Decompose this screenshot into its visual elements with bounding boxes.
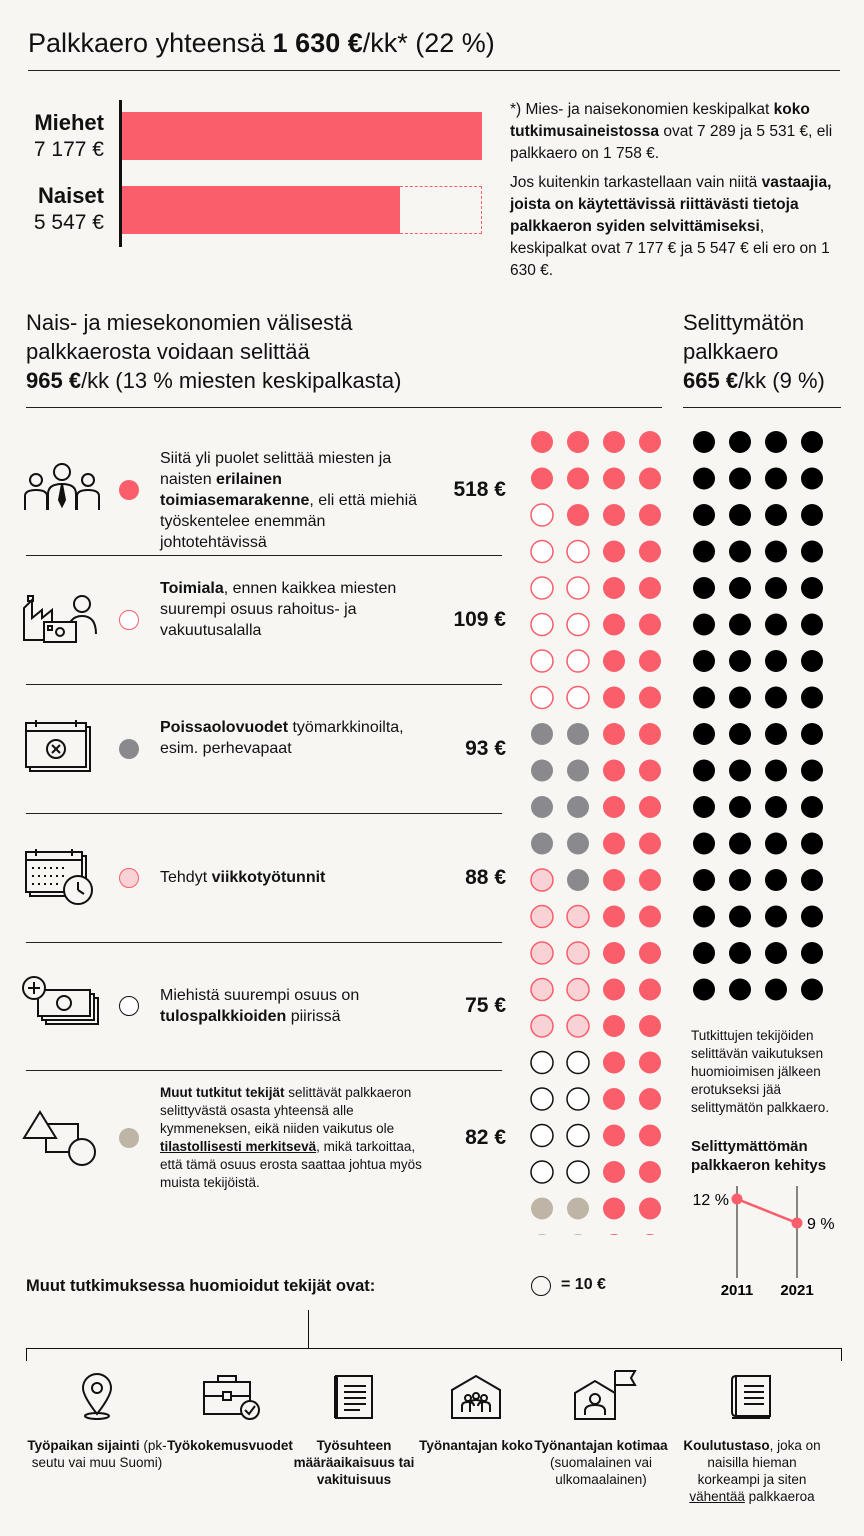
dot-pink — [567, 942, 589, 964]
dot-black — [693, 577, 715, 599]
dot-black — [729, 650, 751, 672]
trend-point — [732, 1194, 743, 1205]
dot-filled-red — [639, 906, 661, 928]
dot-filled-red — [639, 504, 661, 526]
dot-black — [729, 833, 751, 855]
dot-black — [729, 541, 751, 563]
row-value: 518 € — [453, 478, 506, 501]
trend-year-label: 2011 — [720, 1282, 754, 1299]
row-value: 88 € — [465, 865, 506, 889]
dot-filled-red — [639, 979, 661, 1001]
unexplained-heading: Selittymätön palkkaero 665 €/kk (9 %) — [683, 310, 825, 393]
factor-label: Työnantajan koko — [419, 1438, 533, 1453]
women-bar — [122, 186, 400, 234]
dot-black — [729, 869, 751, 891]
dot-filled-red — [639, 1234, 661, 1235]
dot-filled-red — [639, 869, 661, 891]
dot-black — [765, 577, 787, 599]
dot-black — [801, 468, 823, 490]
dot-outline-red — [531, 614, 553, 636]
dot-filled-red — [639, 1052, 661, 1074]
dot-outline-red — [531, 541, 553, 563]
dot-filled-red — [531, 468, 553, 490]
category-legend-dot — [119, 610, 139, 630]
dot-black — [801, 760, 823, 782]
dot-black — [693, 760, 715, 782]
dot-filled-red — [603, 687, 625, 709]
factor-label: Koulutustaso, joka on naisilla hieman korkeampi ja siten vähentää palkkaeroa — [683, 1438, 821, 1504]
dot-filled-red — [603, 833, 625, 855]
dot-gray — [567, 796, 589, 818]
factor-label: Työnantajan kotimaa (suomalainen vai ulkomaalainen) — [534, 1438, 668, 1487]
trend-point — [792, 1218, 803, 1229]
trend-title: Selittymättömän palkkaeron kehitys — [691, 1138, 827, 1174]
dot-black — [801, 723, 823, 745]
explained-divider — [26, 407, 662, 408]
dot-black — [801, 906, 823, 928]
dot-outline-black — [567, 1161, 589, 1183]
row-value: 109 € — [453, 607, 506, 631]
dot-black — [693, 833, 715, 855]
dot-outline-red — [531, 577, 553, 599]
dot-outline-red — [531, 650, 553, 672]
women-label: Naiset — [37, 183, 104, 208]
dot-black — [729, 577, 751, 599]
money-icon — [22, 976, 102, 1041]
unexplained-dot-grid — [680, 425, 840, 1005]
dot-outline-black — [567, 1088, 589, 1110]
bracket-stem — [308, 1310, 309, 1348]
row-divider — [26, 1070, 502, 1071]
dot-gray — [531, 833, 553, 855]
dot-black — [693, 687, 715, 709]
dot-black — [801, 833, 823, 855]
dot-black — [693, 614, 715, 636]
dot-filled-red — [603, 1125, 625, 1147]
trend-label-end: 9 % — [807, 1216, 835, 1233]
dot-filled-red — [639, 1088, 661, 1110]
dot-filled-red — [603, 1088, 625, 1110]
dot-outline-black — [531, 1161, 553, 1183]
dot-black — [765, 541, 787, 563]
dot-black — [729, 468, 751, 490]
title-divider — [28, 70, 840, 71]
dot-black — [693, 796, 715, 818]
location-pin-icon — [67, 1372, 127, 1427]
dot-filled-red — [639, 614, 661, 636]
dot-black — [765, 723, 787, 745]
dot-black — [765, 431, 787, 453]
dot-gray — [567, 760, 589, 782]
dot-filled-red — [603, 723, 625, 745]
factor-label: Työkokemusvuodet — [167, 1438, 293, 1453]
dot-filled-red — [567, 431, 589, 453]
dot-black — [729, 614, 751, 636]
row-description: Siitä yli puolet selittää miesten ja naisten erilainen toimiasemarakenne, eli että miehiä työskentelee enemmän johtotehtävissä — [160, 450, 418, 551]
page-title: Palkkaero yhteensä 1 630 €/kk* (22 %) — [28, 28, 495, 58]
briefcase-icon — [200, 1372, 260, 1427]
dot-black — [693, 431, 715, 453]
dot-black — [801, 431, 823, 453]
dot-filled-red — [603, 541, 625, 563]
dot-black — [693, 979, 715, 1001]
unexplained-divider — [683, 407, 841, 408]
calendar-x-icon — [22, 719, 102, 784]
dot-black — [693, 504, 715, 526]
dot-black — [801, 650, 823, 672]
workplace-icon — [446, 1372, 506, 1427]
dot-taupe — [567, 1234, 589, 1235]
row-description: Tehdyt viikkotyötunnit — [160, 869, 326, 886]
dot-pink — [567, 906, 589, 928]
dot-black — [801, 942, 823, 964]
dot-taupe — [531, 1234, 553, 1235]
factor-label: Työpaikan sijainti (pk-seutu vai muu Suomi) — [27, 1438, 167, 1470]
dot-gray — [531, 760, 553, 782]
document-icon — [324, 1372, 384, 1427]
note-2: Jos kuitenkin tarkastellaan vain niitä vastaajia, joista on käytettävissä riittävästi tietoja palkkaeron syiden selvittämiseksi, keskipalkat ovat 7 177 € ja 5 547 € eli ero on 1 630 €. — [510, 174, 832, 279]
dot-black — [801, 541, 823, 563]
dot-black — [801, 687, 823, 709]
category-legend-dot — [119, 480, 139, 500]
category-legend-dot — [119, 868, 139, 888]
dot-black — [765, 650, 787, 672]
dot-black — [729, 979, 751, 1001]
row-value: 75 € — [465, 994, 506, 1017]
legend-label: = 10 € — [561, 1276, 606, 1293]
dot-outline-red — [567, 577, 589, 599]
dot-filled-red — [603, 614, 625, 636]
men-label: Miehet — [34, 110, 104, 135]
dot-outline-black — [531, 1088, 553, 1110]
note-1: *) Mies- ja naisekonomien keskipalkat koko tutkimusaineistossa ovat 7 289 ja 5 531 €, eli palkkaero on 1 758 €. — [510, 101, 833, 162]
explained-heading: Nais- ja miesekonomien välisestä palkkaerosta voidaan selittää 965 €/kk (13 % miesten keskipalkasta) — [26, 310, 402, 393]
dot-black — [693, 906, 715, 928]
dot-outline-black — [567, 1052, 589, 1074]
dot-filled-red — [639, 541, 661, 563]
dot-filled-red — [603, 1015, 625, 1037]
side-note: Tutkittujen tekijöiden selittävän vaikutuksen huomioimisen jälkeen erotukseksi jää selittymätön palkkaero. — [691, 1028, 830, 1115]
dot-pink — [531, 979, 553, 1001]
dot-filled-red — [639, 468, 661, 490]
dot-filled-red — [603, 869, 625, 891]
dot-filled-red — [603, 979, 625, 1001]
dot-filled-red — [603, 504, 625, 526]
dot-black — [693, 723, 715, 745]
dot-black — [801, 614, 823, 636]
book-icon — [722, 1372, 782, 1427]
dot-outline-red — [567, 614, 589, 636]
dot-filled-red — [639, 1161, 661, 1183]
dot-black — [765, 468, 787, 490]
dot-black — [765, 942, 787, 964]
dot-filled-red — [639, 650, 661, 672]
other-factors-heading: Muut tutkimuksessa huomioidut tekijät ovat: — [26, 1277, 376, 1295]
dot-filled-red — [603, 431, 625, 453]
category-legend-dot — [119, 996, 139, 1016]
dot-gray — [531, 723, 553, 745]
dot-filled-red — [567, 504, 589, 526]
dot-pink — [567, 979, 589, 1001]
dot-filled-red — [639, 796, 661, 818]
dot-filled-red — [639, 833, 661, 855]
trend-line-chart — [680, 1180, 850, 1305]
dot-black — [729, 431, 751, 453]
dot-filled-red — [639, 431, 661, 453]
dot-black — [765, 760, 787, 782]
dot-black — [765, 906, 787, 928]
dot-black — [693, 468, 715, 490]
dot-black — [765, 833, 787, 855]
row-description: Muut tutkitut tekijät selittävät palkkaeron selittyvästä osasta yhteensä alle kymmeneksen, eikä niiden vaikutus ole tilastollisesti merkitsevä, mikä tarkoittaa, että tämä osuus erosta saattaa johtua myös muista tekijöistä. — [160, 1085, 422, 1190]
dot-outline-black — [531, 1125, 553, 1147]
dot-outline-red — [531, 504, 553, 526]
dot-gray — [567, 869, 589, 891]
dot-taupe — [531, 1198, 553, 1220]
dot-black — [729, 760, 751, 782]
dot-taupe — [567, 1198, 589, 1220]
category-legend-dot — [119, 739, 139, 759]
dot-filled-red — [639, 723, 661, 745]
row-value: 82 € — [465, 1126, 506, 1149]
row-description: Poissaolovuodet työmarkkinoilta, esim. perhevapaat — [160, 719, 404, 757]
dot-gray — [531, 796, 553, 818]
dot-outline-black — [567, 1125, 589, 1147]
dot-filled-red — [603, 906, 625, 928]
dot-pink — [531, 942, 553, 964]
row-value: 93 € — [465, 736, 506, 760]
calendar-clock-icon — [22, 848, 102, 913]
dot-filled-red — [531, 431, 553, 453]
gap-outline — [400, 186, 482, 234]
dot-filled-red — [603, 942, 625, 964]
dot-black — [729, 687, 751, 709]
dot-filled-red — [603, 650, 625, 672]
dot-black — [729, 906, 751, 928]
dot-filled-red — [639, 1198, 661, 1220]
explained-dot-grid — [520, 425, 670, 1235]
women-value: 5 547 € — [33, 211, 104, 234]
dot-black — [693, 869, 715, 891]
dot-filled-red — [603, 1234, 625, 1235]
dot-black — [693, 541, 715, 563]
row-divider — [26, 555, 502, 556]
bracket — [26, 1348, 842, 1361]
dot-filled-red — [639, 1125, 661, 1147]
dot-filled-red — [603, 468, 625, 490]
men-value: 7 177 € — [33, 138, 104, 161]
row-divider — [26, 684, 502, 685]
dot-black — [729, 723, 751, 745]
dot-outline-red — [567, 687, 589, 709]
dot-black — [765, 796, 787, 818]
dot-black — [765, 979, 787, 1001]
dot-pink — [531, 906, 553, 928]
dot-filled-red — [603, 796, 625, 818]
dot-filled-red — [567, 468, 589, 490]
dot-filled-red — [639, 687, 661, 709]
dot-filled-red — [603, 1161, 625, 1183]
dot-black — [765, 614, 787, 636]
trend-year-label: 2021 — [780, 1282, 814, 1299]
dot-black — [801, 869, 823, 891]
dot-black — [729, 796, 751, 818]
dot-filled-red — [603, 760, 625, 782]
dot-pink — [567, 1015, 589, 1037]
dot-outline-black — [531, 1052, 553, 1074]
dot-black — [801, 504, 823, 526]
dot-outline-red — [567, 541, 589, 563]
row-description: Toimiala, ennen kaikkea miesten suurempi osuus rahoitus- ja vakuutusalalla — [160, 579, 397, 639]
factor-label: Työsuhteen määräaikaisuus tai vakituisuus — [293, 1438, 415, 1487]
dot-pink — [531, 869, 553, 891]
dot-black — [765, 504, 787, 526]
dot-black — [693, 942, 715, 964]
dot-filled-red — [603, 577, 625, 599]
category-legend-dot — [119, 1128, 139, 1148]
industry-icon — [22, 590, 102, 655]
dot-filled-red — [639, 577, 661, 599]
men-bar — [122, 112, 482, 160]
flag-house-icon — [571, 1367, 631, 1428]
dot-pink — [531, 1015, 553, 1037]
dot-filled-red — [603, 1198, 625, 1220]
dot-gray — [567, 833, 589, 855]
dot-black — [765, 869, 787, 891]
dot-filled-red — [639, 1015, 661, 1037]
shapes-icon — [22, 1108, 102, 1173]
row-description: Miehistä suurempi osuus on tulospalkkioiden piirissä — [160, 987, 360, 1025]
dot-outline-red — [531, 687, 553, 709]
people-icon — [22, 460, 102, 525]
dot-filled-red — [639, 760, 661, 782]
dot-black — [801, 796, 823, 818]
dot-black — [693, 650, 715, 672]
trend-line — [737, 1199, 797, 1223]
dot-filled-red — [603, 1052, 625, 1074]
trend-label-start: 12 % — [692, 1192, 729, 1209]
dot-filled-red — [639, 942, 661, 964]
dot-outline-red — [567, 650, 589, 672]
dot-black — [729, 504, 751, 526]
legend-dot — [531, 1276, 551, 1296]
dot-black — [729, 942, 751, 964]
row-divider — [26, 942, 502, 943]
dot-black — [801, 577, 823, 599]
dot-black — [765, 687, 787, 709]
dot-black — [801, 979, 823, 1001]
dot-gray — [567, 723, 589, 745]
row-divider — [26, 813, 502, 814]
